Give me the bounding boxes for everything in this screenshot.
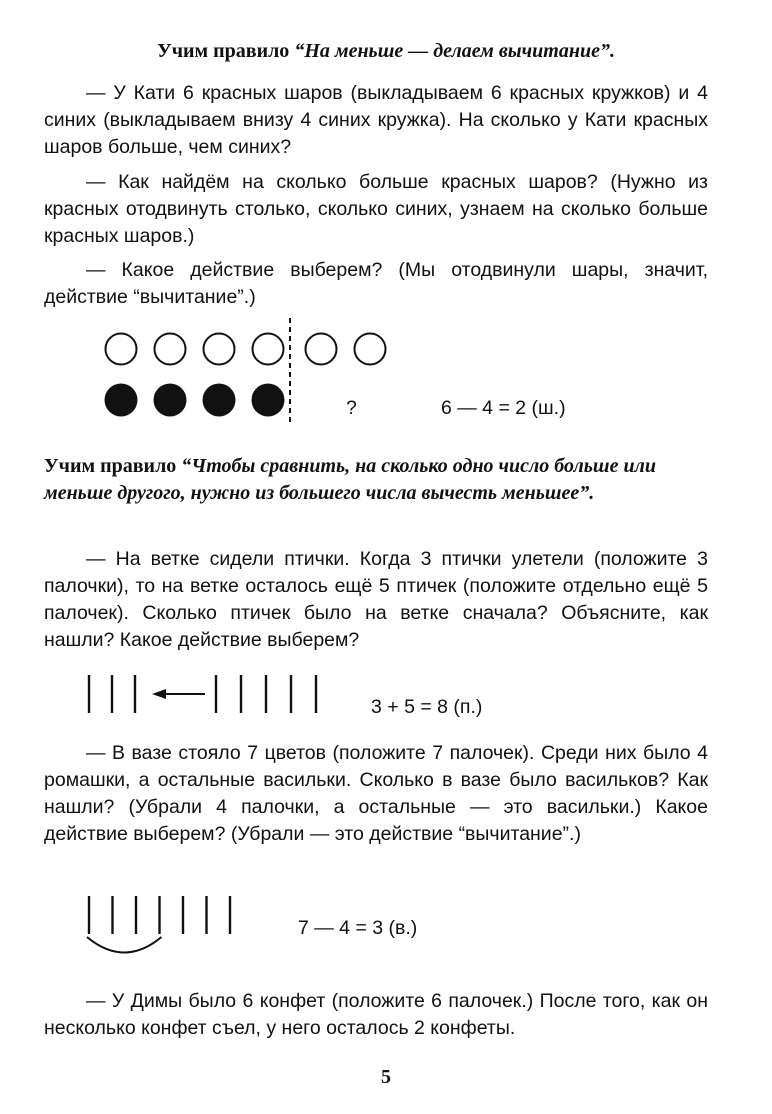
equation-balls: 6 — 4 = 2 (ш.) — [441, 397, 566, 419]
paragraph-which-action: — Какое действие выберем? (Мы отодвинули шары, значит, действие “вычитание”.) — [44, 259, 708, 308]
group-bracket — [87, 937, 162, 953]
rule-prefix: Учим правило — [157, 40, 295, 62]
equation-birds: 3 + 5 = 8 (п.) — [371, 696, 483, 718]
paragraph-how-find: — Как найдём на сколько больше красных шаров? (Нужно из красных отодвинуть столько, сколько синих, узнаем на сколько больше красных шаров.) — [44, 171, 708, 247]
rule-quote: “На меньше — делаем вычитание”. — [294, 40, 615, 62]
rule-quote: “Чтобы сравнить, на сколько одно число больше или меньше другого, нужно из большего числа вычесть меньшее”. — [44, 455, 656, 504]
page-number: 5 — [381, 1066, 391, 1088]
paragraph-flowers: — В вазе стояло 7 цветов (положите 7 палочек). Среди них было 4 ромашки, а остальные васильки. Сколько в вазе было васильков? Как нашли? (Убрали 4 палочки, а остальные — это васильки.) Какое действие выберем? (Убрали — это действие “вычитание”.) — [44, 742, 708, 845]
paragraph-birds: — На ветке сидели птички. Когда 3 птички улетели (положите 3 палочки), то на ветке осталось ещё 5 птичек (положите отдельно ещё 5 палочек). Сколько птичек было на ветке сначала? Объясните, как нашли? Какое действие выберем? — [44, 548, 708, 651]
question-mark: ? — [346, 397, 357, 419]
paragraph-dima-candies: — У Димы было 6 конфет (положите 6 палочек.) После того, как он несколько конфет съел, у него осталось 2 конфеты. — [44, 990, 708, 1039]
rule-prefix: Учим правило — [44, 455, 182, 477]
equation-flowers: 7 — 4 = 3 (в.) — [298, 917, 418, 939]
paragraph-katya-balls: — У Кати 6 красных шаров (выкладываем 6 красных кружков) и 4 синих (выкладываем внизу 4 синих кружка). На сколько у Кати красных шаров больше, чем синих? — [44, 82, 708, 158]
